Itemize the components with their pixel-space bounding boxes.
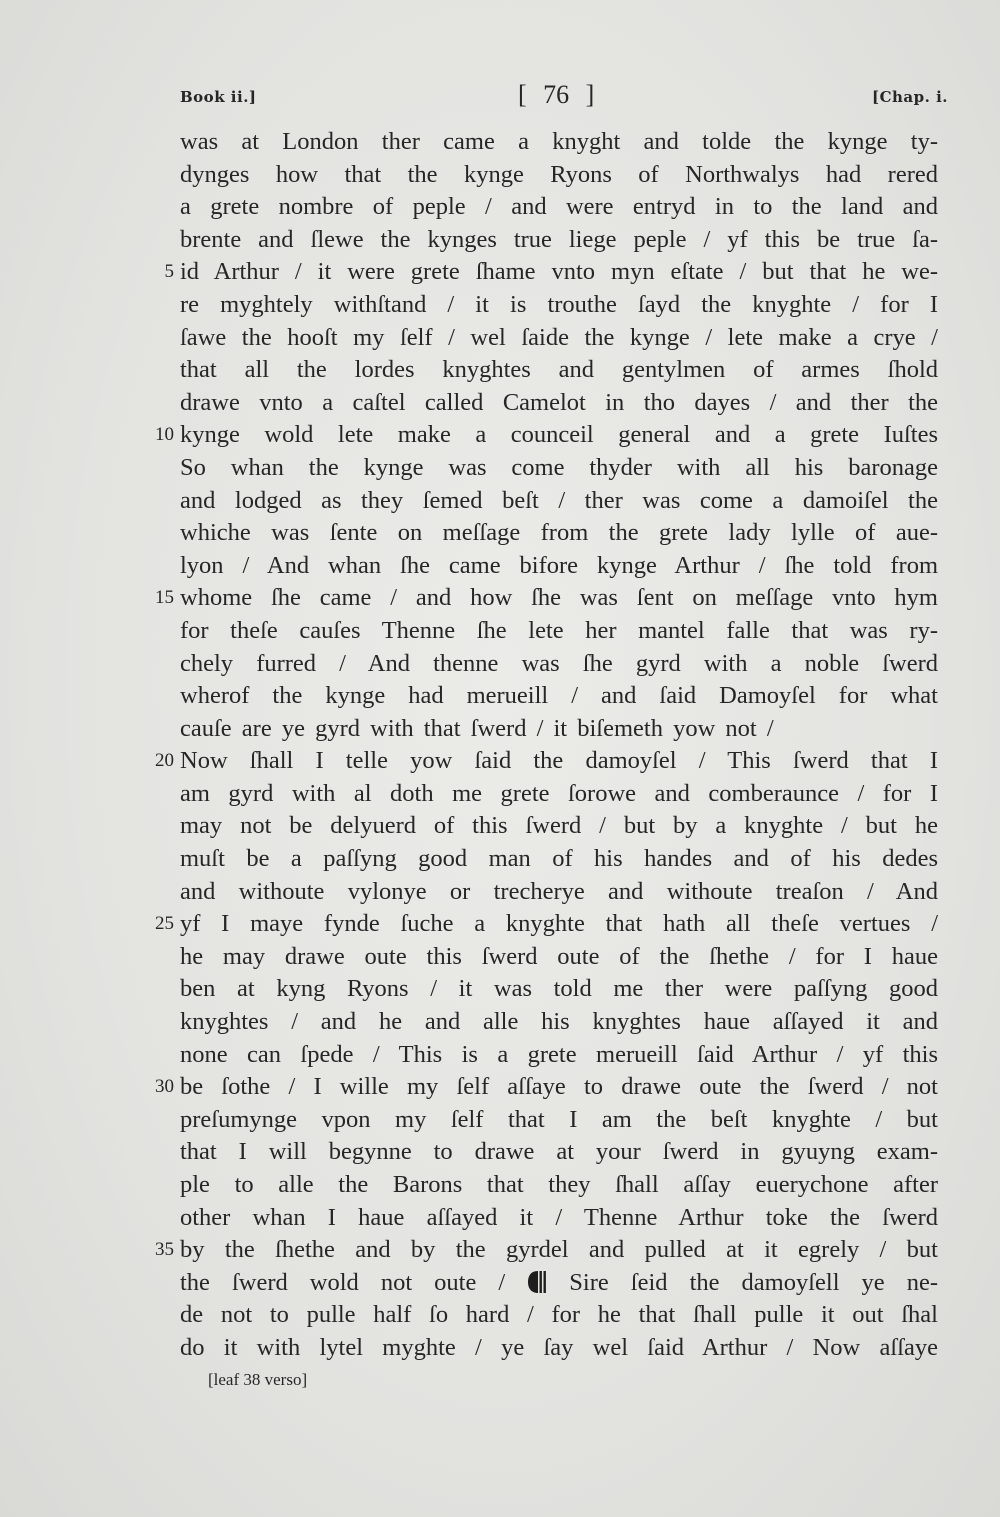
line-text: re myghtely withſtand / it is trouthe ſayd the knyghte / for I — [180, 290, 938, 318]
line-text: preſumynge vpon my ſelf that I am the beſt knyghte / but — [180, 1105, 938, 1133]
line-text: whiche was ſente on meſſage from the grete lady lylle of aue- — [180, 519, 938, 547]
text-line — [155, 745, 938, 778]
text-line — [180, 1006, 938, 1039]
line-text: for theſe cauſes Thenne ſhe lete her mantel falle that was ry- — [180, 616, 938, 644]
line-text: do it with lytel myghte / ye ſay wel ſaid Arthur / Now aſſaye — [180, 1333, 938, 1361]
text-line — [180, 1267, 938, 1300]
text-line — [180, 1104, 938, 1137]
text-line — [180, 191, 938, 224]
text-line — [180, 1136, 938, 1169]
text-line — [180, 354, 938, 387]
line-number: 10 — [155, 424, 174, 446]
text-line — [180, 1169, 938, 1202]
text-line — [180, 648, 938, 681]
line-text: by the ſhethe and by the gyrdel and pulled at it egrely / but — [180, 1236, 938, 1264]
line-text: yf I maye fynde ſuche a knyghte that hath all theſe vertues / — [180, 910, 938, 938]
line-text: chely furred / And thenne was ſhe gyrd with a noble ſwerd — [180, 649, 938, 677]
line-number: 30 — [155, 1076, 174, 1098]
text-line — [180, 517, 938, 550]
line-text: cauſe are ye gyrd with that ſwerd / it biſemeth yow not / — [180, 714, 774, 742]
text-line — [180, 224, 938, 257]
line-text-after-pilcrow: Sire ſeid the damoyſell ye ne- — [569, 1268, 939, 1296]
line-text: id Arthur / it were grete ſhame vnto myn eſtate / but that he we- — [180, 258, 938, 286]
text-line — [180, 615, 938, 648]
line-text: was at London ther came a knyght and tolde the kynge ty- — [180, 128, 938, 155]
line-text: ple to alle the Barons that they ſhall aſſay euerychone after — [180, 1171, 938, 1198]
line-text: he may drawe oute this ſwerd oute of the ſhethe / for I haue — [180, 942, 938, 970]
text-line — [155, 1234, 938, 1267]
text-line — [180, 126, 938, 159]
book-label: Book ii.] — [180, 88, 257, 106]
text-line — [180, 941, 938, 974]
line-text: and withoute vylonye or trecherye and withoute treaſon / And — [180, 877, 938, 905]
line-text: de not to pulle half ſo hard / for he that ſhall pulle it out ſhal — [180, 1301, 938, 1329]
text-line — [180, 713, 938, 746]
leaf-note: [leaf 38 verso] — [208, 1370, 308, 1389]
line-text: drawe vnto a caſtel called Camelot in tho dayes / and ther the — [180, 388, 938, 416]
body-text — [155, 126, 939, 1365]
line-text: brente and ſlewe the kynges true liege peple / yf this be true ſa- — [180, 225, 938, 253]
running-header — [0, 80, 1000, 116]
line-number: 35 — [155, 1239, 174, 1261]
chapter-label: [Chap. i. — [871, 88, 948, 106]
text-line — [180, 485, 938, 518]
line-text-before-pilcrow: the ſwerd wold not oute / — [180, 1268, 506, 1296]
text-line — [180, 159, 938, 192]
line-text: be ſothe / I wille my ſelf aſſaye to drawe oute the ſwerd / not — [180, 1073, 938, 1101]
line-number: 15 — [155, 587, 174, 609]
line-text: a grete nombre of peple / and were entryd in to the land and — [180, 193, 938, 221]
text-line — [180, 810, 938, 843]
line-text: kynge wold lete make a counceil general and a grete Iuſtes — [180, 421, 938, 449]
line-text: ben at kyng Ryons / it was told me ther were paſſyng good — [180, 975, 938, 1003]
line-text: So whan the kynge was come thyder with all his baronage — [180, 453, 938, 481]
text-line — [180, 1039, 938, 1072]
text-line — [180, 778, 938, 811]
line-text: dynges how that the kynge Ryons of Northwalys had rered — [180, 160, 938, 188]
line-number: 20 — [155, 750, 174, 772]
text-line — [180, 1332, 938, 1365]
text-line — [180, 322, 938, 355]
line-text: that I will begynne to drawe at your ſwerd in gyuyng exam- — [180, 1138, 938, 1166]
text-line — [180, 289, 938, 322]
text-line — [180, 876, 938, 909]
text-line — [180, 973, 938, 1006]
text-line — [180, 452, 938, 485]
text-line — [155, 908, 938, 941]
text-line — [180, 387, 938, 420]
line-text: am gyrd with al doth me grete ſorowe and comberaunce / for I — [180, 779, 938, 807]
text-line — [164, 256, 938, 289]
line-text: none can ſpede / This is a grete merueill ſaid Arthur / yf this — [180, 1040, 938, 1068]
line-text: ſawe the hooſt my ſelf / wel ſaide the kynge / lete make a crye / — [180, 323, 938, 351]
line-text: and lodged as they ſemed beſt / ther was come a damoiſel the — [180, 486, 938, 514]
line-text: whome ſhe came / and how ſhe was ſent on meſſage vnto hym — [180, 584, 938, 612]
text-line — [180, 1202, 938, 1235]
line-text: Now ſhall I telle yow ſaid the damoyſel / This ſwerd that I — [180, 747, 938, 775]
line-text: knyghtes / and he and alle his knyghtes haue aſſayed it and — [180, 1008, 938, 1036]
line-text: that all the lordes knyghtes and gentylmen of armes ſhold — [180, 356, 938, 384]
page-number: [ 76 ] — [518, 80, 595, 109]
line-text — [180, 1267, 938, 1300]
line-text: other whan I haue aſſayed it / Thenne Arthur toke the ſwerd — [180, 1203, 938, 1231]
line-text: lyon / And whan ſhe came bifore kynge Arthur / ſhe told from — [180, 551, 938, 579]
text-line — [180, 843, 938, 876]
line-text: may not be delyuerd of this ſwerd / but by a knyghte / but he — [180, 812, 938, 840]
line-number: 25 — [155, 913, 174, 935]
line-text: wherof the kynge had merueill / and ſaid Damoyſel for what — [180, 682, 938, 710]
text-line — [180, 550, 938, 583]
text-line — [180, 680, 938, 713]
line-number: 5 — [164, 261, 174, 283]
text-line — [155, 1071, 938, 1104]
line-text: muſt be a paſſyng good man of his handes and of his dedes — [180, 845, 938, 873]
text-line — [180, 1299, 938, 1332]
text-line — [155, 419, 938, 452]
text-line — [155, 582, 938, 615]
pilcrow-icon — [527, 1270, 547, 1294]
